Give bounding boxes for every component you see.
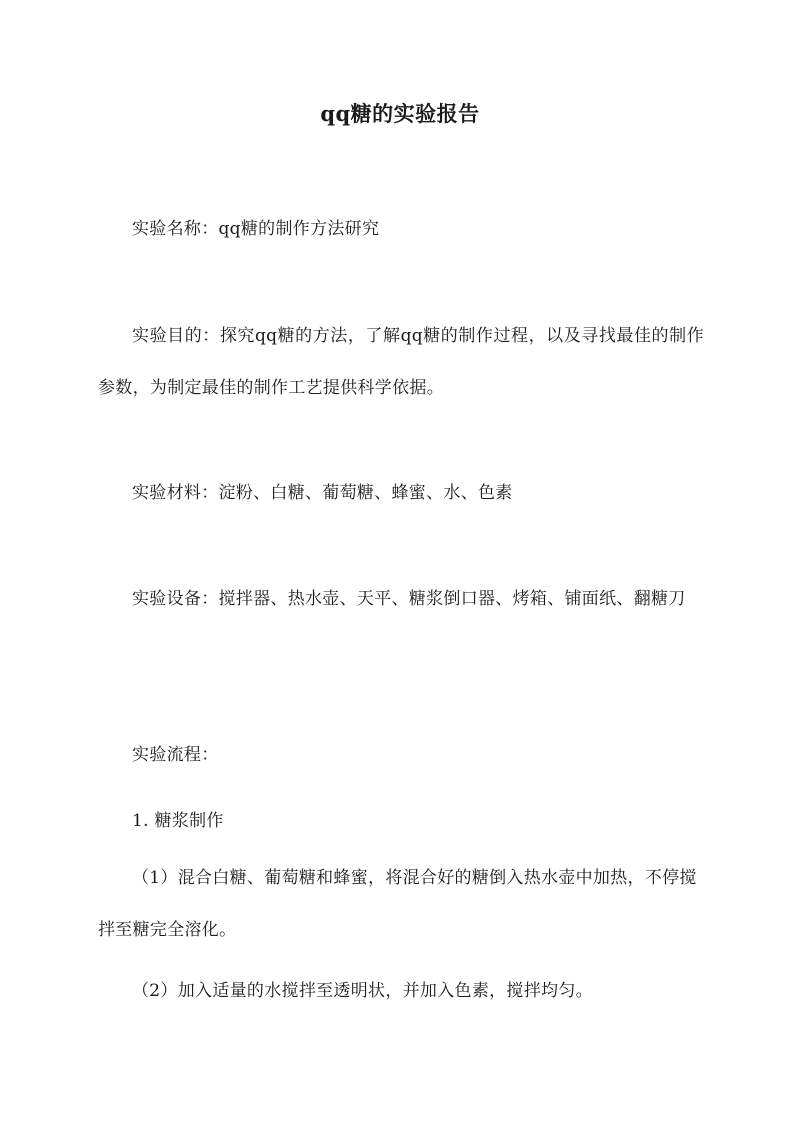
step-1-substep-1: （1）混合白糖、葡萄糖和蜂蜜，将混合好的糖倒入热水壶中加热，不停搅拌至糖完全溶化。 [98,868,697,940]
experiment-name: 实验名称：qq糖的制作方法研究 [132,219,380,239]
step-1-substep-2: （2）加入适量的水搅拌至透明状，并加入色素，搅拌均匀。 [132,981,593,1001]
experiment-purpose: 实验目的：探究qq糖的方法，了解qq糖的制作过程，以及寻找最佳的制作参数，为制定最佳的制作工艺提供科学依据。 [98,326,704,398]
procedure-heading: 实验流程： [132,745,219,765]
step-1-title: 1. 糖浆制作 [132,811,224,831]
document-title: qq糖的实验报告 [320,101,480,126]
experiment-materials: 实验材料：淀粉、白糖、葡萄糖、蜂蜜、水、色素 [132,483,513,503]
experiment-equipment: 实验设备：搅拌器、热水壶、天平、糖浆倒口器、烤箱、铺面纸、翻糖刀 [132,589,686,609]
